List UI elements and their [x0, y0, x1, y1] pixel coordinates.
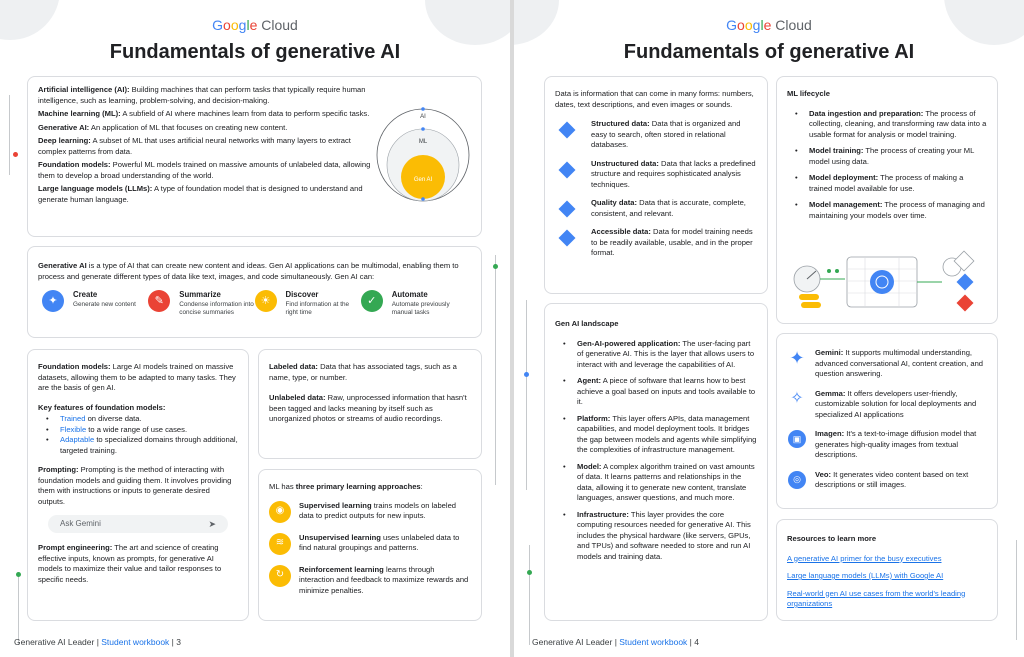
resource-link[interactable]: A generative AI primer for the busy executives — [787, 553, 942, 563]
workbook-page-4 — [514, 0, 1024, 657]
landscape-item: • Gen-AI-powered application: The user-facing part of generative AI. This is the layer that allows users to interact with and leverage the capabilities of AI. — [555, 339, 757, 371]
labeled-data-definition: Labeled data: Data that has associated tags, such as a name, type, or number. — [269, 362, 457, 382]
resource-link[interactable]: Large language models (LLMs) with Google AI — [787, 571, 944, 580]
ml-approach-text: Supervised learning trains models on labeled data to predict outputs for new inputs. — [299, 500, 457, 520]
decorative-dot — [16, 572, 21, 577]
feature-item: • Flexible to a wide range of use cases. — [38, 425, 238, 436]
data-type-item — [555, 198, 757, 219]
landscape-list — [555, 339, 757, 563]
ask-gemini-placeholder: Ask Gemini — [60, 518, 101, 528]
landscape-title: Gen AI landscape — [555, 319, 619, 328]
lifecycle-item: • Model deployment: The process of making a trained model available for use. — [787, 173, 987, 194]
decorative-line — [18, 575, 19, 645]
diamond-icon — [559, 230, 576, 247]
page-title: Fundamentals of generative AI — [623, 41, 915, 63]
definition-item: Artificial intelligence (AI): Building machines that can perform tasks that typically require human intelligence, such as learning, problem-solving, and decision-making. — [38, 85, 366, 105]
decorative-line — [9, 95, 10, 175]
capability-desc: Generate new content — [73, 300, 136, 308]
page-footer — [14, 637, 181, 647]
data-type-text: Quality data: Data that is accurate, complete, consistent, and relevant. — [591, 198, 746, 218]
definitions-card — [27, 76, 482, 237]
capability-row — [38, 290, 471, 318]
prompt-engineering-definition: Prompt engineering: The art and science of creating effective inputs, known as prompts, for generative AI models to maximize their value and tailor responses to specific needs. — [38, 543, 222, 584]
footer-course: Generative AI Leader | — [14, 637, 102, 647]
model-item-imagen — [787, 429, 987, 461]
landscape-item: • Platform: This layer offers APIs, data management capabilities, and model deployment tools. It bridges the gap between models and agents while simplifying the complexities of infrastructure management. — [555, 414, 757, 456]
lifecycle-title: ML lifecycle — [787, 89, 830, 98]
page-title: Fundamentals of generative AI — [109, 41, 401, 63]
logo-cloud: Cloud — [261, 17, 298, 33]
definition-item: Large language models (LLMs): A type of foundation model that is designed to understand and generate human language. — [38, 184, 363, 204]
definition-item: Deep learning: A subset of ML that uses artificial neural networks with many layers to extract complex patterns from data. — [38, 136, 351, 156]
ml-approach-item — [269, 501, 471, 523]
diamond-icon — [559, 201, 576, 218]
gemini-sparkle-icon: ✦ — [789, 348, 805, 368]
decorative-line — [529, 545, 530, 645]
ai-nested-circles-diagram — [376, 99, 471, 211]
definition-list — [38, 85, 376, 205]
send-icon[interactable]: ➤ — [208, 518, 216, 529]
page-footer — [532, 637, 699, 647]
decorative-dot — [13, 152, 18, 157]
model-text: Gemini: It supports multimodal understanding, advanced conversational AI, content creation, and question answering. — [815, 348, 984, 378]
ask-gemini-input[interactable] — [48, 515, 228, 533]
decorative-line — [495, 255, 496, 485]
lifecycle-list — [787, 109, 987, 222]
data-type-text: Unstructured data: Data that lacks a predefined structure and requires sophisticated analysis techniques. — [591, 158, 756, 189]
data-type-item — [555, 227, 757, 259]
workbook-page-3 — [0, 0, 510, 657]
footer-page-number: | 3 — [169, 637, 181, 647]
ml-lifecycle-card — [776, 76, 998, 324]
data-types-card — [544, 76, 768, 294]
ml-approaches-intro: ML has three primary learning approaches: — [269, 482, 423, 491]
decorative-line — [1016, 540, 1017, 640]
capability-title: Automate — [391, 290, 428, 299]
prompting-definition: Prompting: Prompting is the method of interacting with foundation models and guiding them. It involves providing them with instructions or inputs to generate desired outputs. — [38, 465, 232, 506]
pattern-icon: ≋ — [269, 533, 291, 555]
capability-title: Discover — [285, 290, 319, 299]
capability-title: Summarize — [179, 290, 221, 299]
model-item-gemini — [787, 348, 987, 380]
lifecycle-item: • Model management: The process of managing and maintaining your models over time. — [787, 200, 987, 221]
capability-automate — [361, 290, 467, 318]
model-text: Gemma: It offers developers user-friendly, customizable solution for local deployments and specialized AI applications — [815, 388, 977, 419]
ai-label: AI — [420, 114, 426, 120]
foundation-definition: Foundation models: Large AI models trained on massive datasets, allowing them to be adapted to many tasks. They are the basis of gen AI. — [38, 362, 236, 392]
ml-approach-text: Reinforcement learning learns through interaction and feedback to maximize rewards and minimize penalties. — [299, 564, 469, 595]
footer-page-number: | 4 — [687, 637, 699, 647]
model-text: Veo: It generates video content based on text descriptions or still images. — [815, 469, 969, 489]
data-type-text: Structured data: Data that is organized and easy to search, often stored in relational databases. — [591, 119, 741, 149]
ml-approaches-card — [258, 469, 482, 621]
create-icon: ✦ — [42, 290, 64, 312]
capability-title: Create — [73, 290, 98, 299]
genai-label: Gen AI — [413, 177, 433, 183]
refresh-icon: ↻ — [269, 565, 291, 587]
data-intro: Data is information that can come in many forms: numbers, dates, text descriptions, and even images or sounds. — [555, 89, 754, 109]
footer-workbook-link[interactable]: Student workbook — [101, 637, 170, 647]
ml-approach-item — [269, 533, 471, 555]
capability-summarize — [148, 290, 254, 318]
decorative-line — [526, 300, 527, 490]
resources-title: Resources to learn more — [787, 534, 877, 543]
decorative-dot — [524, 372, 529, 377]
footer-course: Generative AI Leader | — [532, 637, 620, 647]
resource-link[interactable]: Real-world gen AI use cases from the world's leading organizations — [787, 588, 966, 608]
landscape-item: • Agent: A piece of software that learns how to best achieve a goal based on inputs and tools available to it. — [555, 376, 757, 408]
foundation-models-card — [27, 349, 249, 621]
model-item-veo — [787, 470, 987, 491]
lifecycle-item: • Data ingestion and preparation: The process of collecting, cleaning, and transforming raw data into a usable format for analysis or model training. — [787, 109, 987, 141]
gemma-icon: ✧ — [790, 389, 804, 407]
feature-item: • Adaptable to specialized domains through additional, targeted training. — [38, 435, 238, 456]
veo-icon: ◎ — [787, 470, 807, 490]
google-cloud-logo — [514, 17, 1024, 33]
genai-landscape-card — [544, 303, 768, 621]
decorative-dot — [493, 264, 498, 269]
resources-card — [776, 519, 998, 621]
imagen-icon: ▣ — [787, 429, 807, 449]
landscape-item: • Model: A complex algorithm trained on vast amounts of data. It learns patterns and relationships in the data, allowing it to generate new content, translate languages, answer questions, and much more. — [555, 462, 757, 504]
definition-item: Generative AI: An application of ML that focuses on creating new content. — [38, 122, 288, 132]
capability-desc: Automate previously manual tasks — [391, 300, 450, 316]
logo-google: Google — [212, 17, 258, 33]
ml-approach-text: Unsupervised learning uses unlabeled data to find natural groupings and patterns. — [299, 532, 460, 552]
lightbulb-icon: ☀ — [255, 290, 277, 312]
capability-desc: Condense information into concise summaries — [179, 300, 254, 316]
ml-lifecycle-illustration — [787, 249, 987, 319]
diamond-icon — [559, 122, 576, 139]
features-title: Key features of foundation models: — [38, 402, 166, 412]
feature-item: • Trained on diverse data. — [38, 414, 238, 425]
model-text: Imagen: It's a text-to-image diffusion model that generates high-quality images from textual descriptions. — [815, 429, 977, 459]
capability-desc: Find information at the right time — [285, 300, 350, 316]
ml-approach-item — [269, 565, 471, 597]
model-item-gemma — [787, 389, 987, 421]
features-list — [38, 414, 238, 456]
data-type-item — [555, 159, 757, 191]
logo-cloud: Cloud — [775, 17, 812, 33]
data-labels-card — [258, 349, 482, 459]
google-cloud-logo — [0, 17, 510, 33]
definition-item: Foundation models: Powerful ML models trained on massive amounts of unlabeled data, allowing them to develop a broad understanding of the world. — [38, 160, 371, 180]
landscape-item: • Infrastructure: This layer provides the core computing resources needed for generative AI. This includes the physical hardware (like servers, GPUs, and TPUs) and software needed to store and run AI models and training data. — [555, 510, 757, 563]
checkmark-icon: ✓ — [361, 290, 383, 312]
pencil-icon: ✎ — [148, 290, 170, 312]
definition-item: Machine learning (ML): A subfield of AI where machines learn from data to perform specific tasks. — [38, 109, 370, 118]
google-models-card — [776, 333, 998, 509]
genai-description: Generative AI is a type of AI that can create new content and ideas. Gen AI applications can be multimodal, enabling them to process and generate different types of data like text, images, and code simultaneously. Gen AI can: — [38, 261, 459, 281]
footer-workbook-link[interactable]: Student workbook — [619, 637, 688, 647]
capability-discover — [255, 290, 361, 318]
eye-icon: ◉ — [269, 501, 291, 523]
lifecycle-item: • Model training: The process of creating your ML model using data. — [787, 146, 987, 167]
genai-card — [27, 246, 482, 338]
unlabeled-data-definition: Unlabeled data: Raw, unprocessed information that hasn't been tagged and lacks meaning by itself such as unorganized photos or streams of audio recordings. — [269, 393, 467, 423]
data-type-text: Accessible data: Data for model training needs to be readily available, usable, and in the proper format. — [591, 227, 753, 257]
logo-google: Google — [726, 17, 772, 33]
capability-create — [42, 290, 148, 318]
data-type-item — [555, 119, 757, 151]
ml-label: ML — [418, 139, 428, 145]
decorative-dot — [527, 570, 532, 575]
diamond-icon — [559, 161, 576, 178]
